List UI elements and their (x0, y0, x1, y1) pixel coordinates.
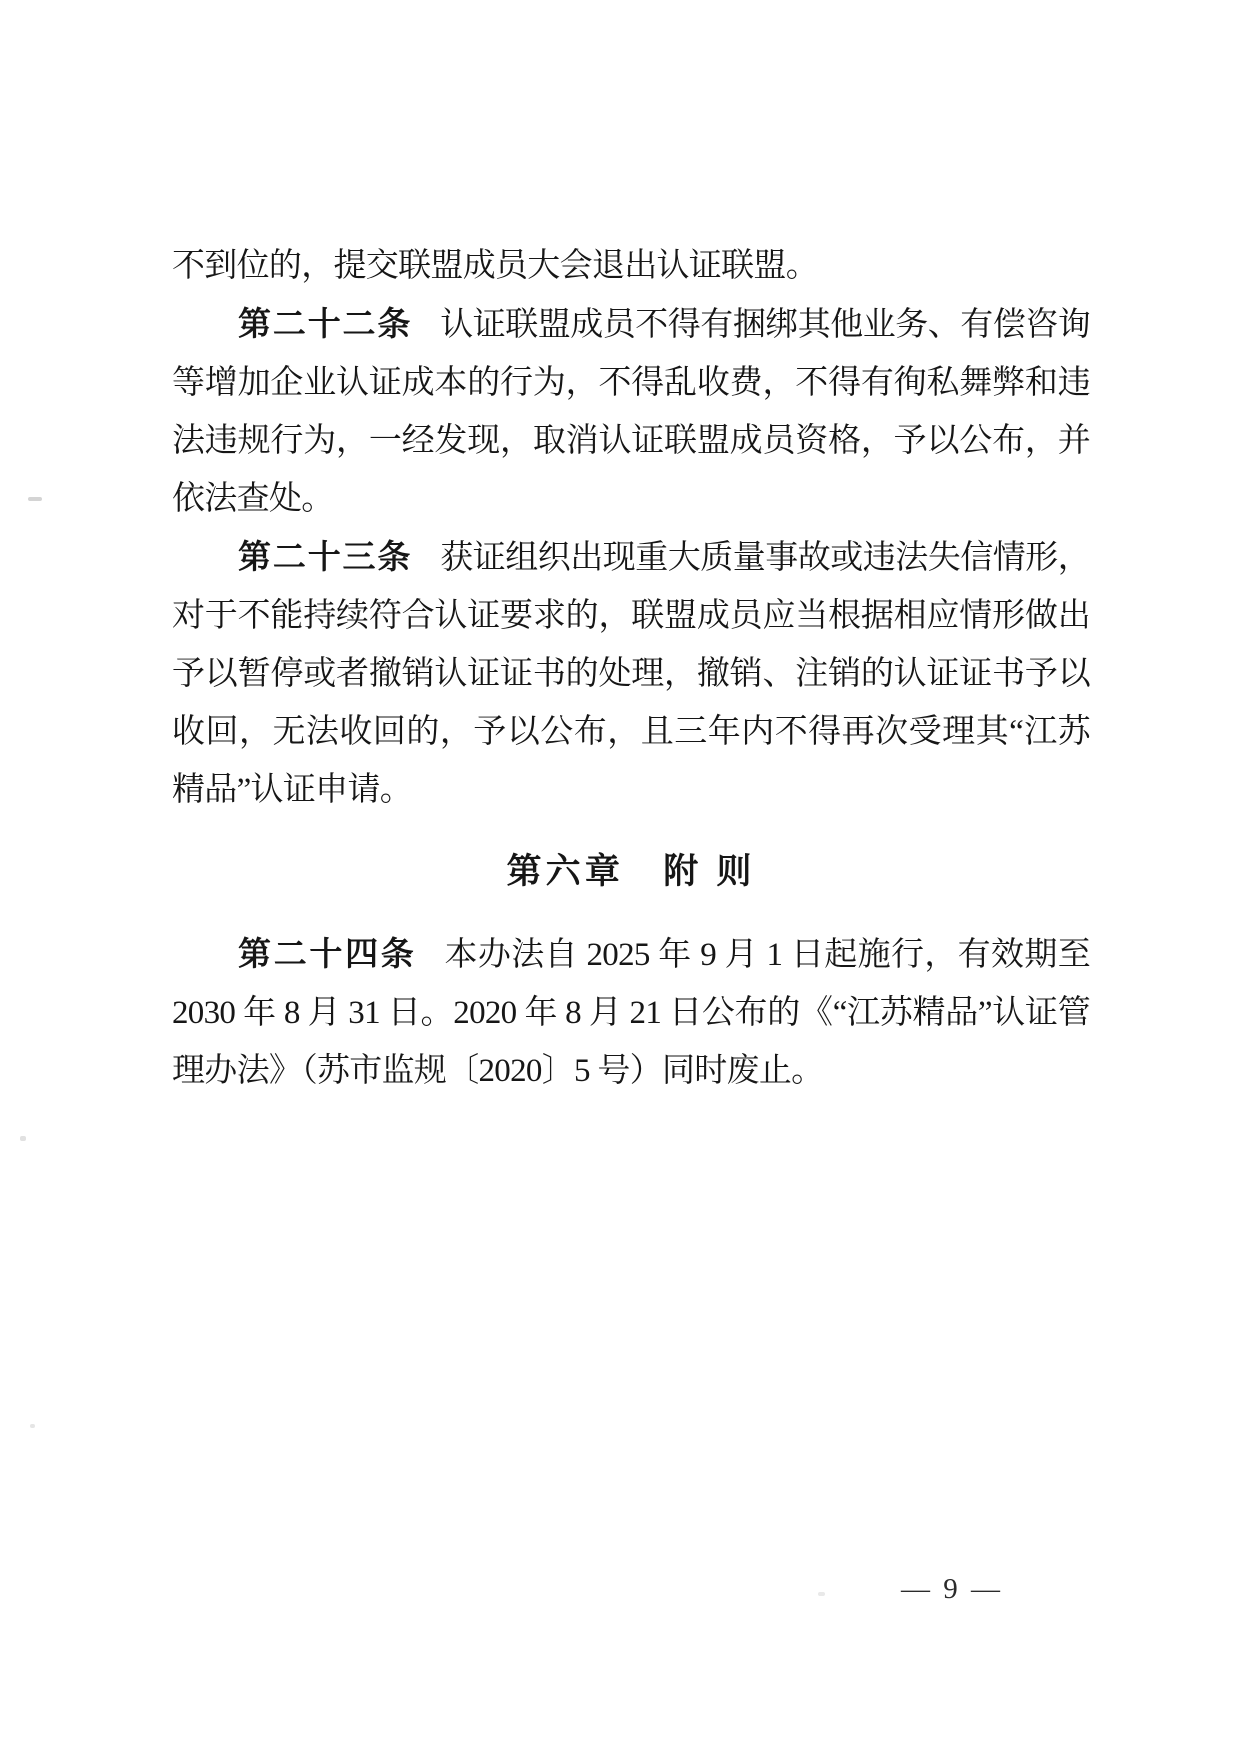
scan-artifact (20, 1136, 26, 1141)
page-number: — 9 — (901, 1573, 1003, 1605)
scan-artifact (818, 1592, 825, 1596)
document-body (172, 237, 1090, 1100)
paragraph-continuation-text: 不到位的，提交联盟成员大会退出认证联盟。 (172, 248, 819, 284)
paragraph-continuation (172, 237, 1090, 295)
scan-artifact (28, 497, 42, 501)
chapter-heading: 第六章 附 则 (506, 852, 756, 891)
article-24-text: 本办法自 2025 年 9 月 1 日起施行，有效期至 2030 年 8 月 31 日。2020 年 8 月 21 日公布的《“江苏精品”认证管理办法》（苏市监规〔2020〕5 号）同时废止。 (172, 937, 1090, 1089)
paragraph-article-23 (172, 528, 1090, 819)
article-23-number: 第二十三条 (238, 538, 413, 575)
article-23-text: 获证组织出现重大质量事故或违法失信情形，对于不能持续符合认证要求的，联盟成员应当根据相应情形做出予以暂停或者撤销认证证书的处理，撤销、注销的认证证书予以收回，无法收回的，予以公布，且三年内不得再次受理其“江苏精品”认证申请。 (172, 540, 1090, 808)
article-24-number: 第二十四条 (238, 935, 417, 972)
article-22-text: 认证联盟成员不得有捆绑其他业务、有偿咨询等增加企业认证成本的行为，不得乱收费，不得有徇私舞弊和违法违规行为，一经发现，取消认证联盟成员资格，予以公布，并依法查处。 (172, 307, 1090, 517)
scan-artifact (30, 1424, 35, 1428)
article-22-number: 第二十二条 (238, 305, 413, 342)
paragraph-article-24 (172, 925, 1090, 1100)
paragraph-article-22 (172, 295, 1090, 528)
